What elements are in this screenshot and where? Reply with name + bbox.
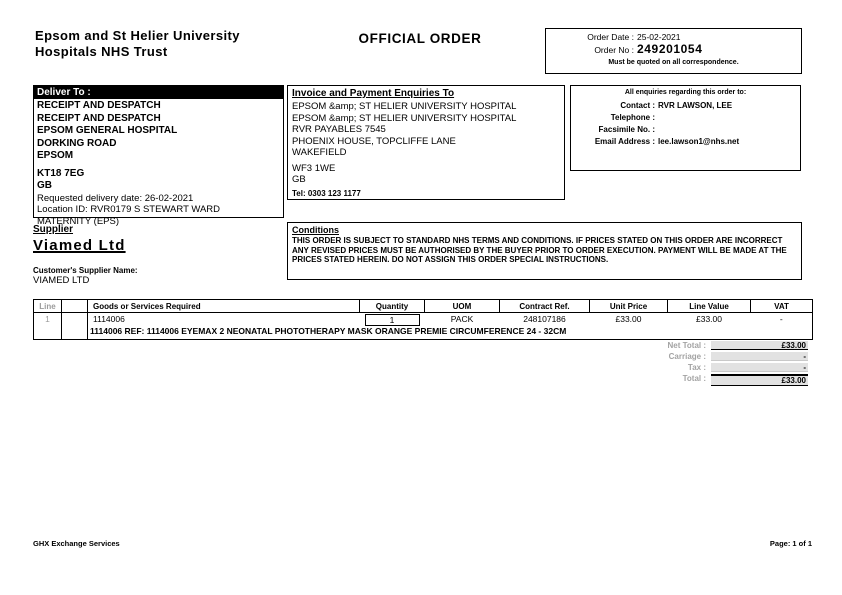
cell-vat: - <box>779 314 783 324</box>
cell-line: 1 <box>34 313 62 327</box>
deliver-line: RECEIPT AND DESPATCH <box>37 112 161 124</box>
order-no-value: 249201054 <box>637 42 703 56</box>
order-date-value: 25-02-2021 <box>637 32 681 42</box>
item-description: 1114006 REF: 1114006 EYEMAX 2 NEONATAL PHOTOTHERAPY MASK ORANGE PREMIE CIRCUMFERENCE 24 - 32CM <box>90 326 567 336</box>
deliver-to-title: Deliver To : <box>34 86 283 99</box>
customer-supplier-value: VIAMED LTD <box>33 275 90 286</box>
conditions-title: Conditions <box>292 225 339 235</box>
net-total-value: £33.00 <box>711 341 808 350</box>
deliver-to-box <box>33 85 284 227</box>
net-total-label: Net Total : <box>667 341 706 350</box>
invoice-telephone: Tel: 0303 123 1177 <box>292 188 361 198</box>
trust-name-line2: Hospitals NHS Trust <box>35 44 168 59</box>
contact-row <box>575 100 796 112</box>
enquiries-title: All enquiries regarding this order to: <box>624 89 747 96</box>
requested-delivery-date: Requested delivery date: 26-02-2021 <box>37 192 194 204</box>
tax-value: - <box>711 363 808 372</box>
invoice-line: PHOENIX HOUSE, TOPCLIFFE LANE <box>292 135 456 147</box>
deliver-line: RECEIPT AND DESPATCH <box>37 100 161 111</box>
supplier-name: Viamed Ltd <box>33 237 126 254</box>
col-header-line-value: Line Value <box>668 300 751 313</box>
order-info-box <box>545 28 802 74</box>
deliver-line: EPSOM GENERAL HOSPITAL <box>37 125 178 136</box>
col-header-line: Line <box>34 300 62 313</box>
cell-line-value: £33.00 <box>696 314 722 324</box>
col-header-uom: UOM <box>425 300 500 313</box>
trust-name-line1: Epsom and St Helier University <box>35 28 240 43</box>
cell-quantity <box>360 313 425 327</box>
col-header-contract-ref: Contract Ref. <box>500 300 590 313</box>
col-header-unit-price: Unit Price <box>590 300 668 313</box>
carriage-value: - <box>711 352 808 361</box>
conditions-text: THIS ORDER IS SUBJECT TO STANDARD NHS TERMS AND CONDITIONS. IF PRICES STATED ON THIS ORDER ARE INCORRECT ANY REVISED PRICES MUST BE AUTHORISED BY THE BUYER PRIOR TO ORDER EXECUTION. PAYMENT WILL BE MADE AT THE PRICES STATED HEREIN. DO NOT ASSIGN THIS ORDER SPECIAL INSTRUCTIONS. <box>292 236 787 264</box>
invoice-line: WAKEFIELD <box>292 147 347 158</box>
invoice-line: EPSOM &amp; ST HELIER UNIVERSITY HOSPITAL <box>292 112 517 124</box>
deliver-line: DORKING ROAD <box>37 137 117 149</box>
deliver-line: EPSOM <box>37 150 74 161</box>
net-total-row <box>520 341 808 350</box>
invoice-line: EPSOM &amp; ST HELIER UNIVERSITY HOSPITAL <box>292 101 517 112</box>
footer-page-number: Page: 1 of 1 <box>769 539 812 548</box>
trust-name <box>35 28 240 60</box>
tax-row <box>520 363 808 372</box>
total-label: Total : <box>682 374 706 383</box>
carriage-label: Carriage : <box>668 352 706 361</box>
col-header-spacer <box>62 300 88 313</box>
col-header-vat: VAT <box>751 300 813 313</box>
email-row <box>575 136 796 148</box>
invoice-enquiries-box <box>287 85 565 200</box>
supplier-label: Supplier <box>33 224 74 235</box>
cell-unit-price: £33.00 <box>615 314 642 324</box>
order-date-label: Order Date : <box>587 32 634 42</box>
order-note: Must be quoted on all correspondence. <box>608 59 739 66</box>
deliver-postcode: KT18 7EG <box>37 167 85 179</box>
facsimile-row <box>575 124 796 136</box>
cell-spacer <box>62 313 88 327</box>
total-value: £33.00 <box>711 374 808 386</box>
enquiries-box <box>570 85 801 171</box>
cell-uom: PACK <box>450 314 474 324</box>
email-value: lee.lawson1@nhs.net <box>658 137 740 146</box>
cell-line-empty <box>34 326 62 339</box>
cell-goods: 1114006 <box>93 314 125 324</box>
deliver-to-body <box>34 99 283 228</box>
cell-contract-ref: 248107186 <box>523 314 566 324</box>
conditions-box <box>287 222 802 280</box>
totals-section <box>520 341 808 388</box>
col-header-quantity: Quantity <box>360 300 425 313</box>
invoice-country: GB <box>292 174 306 185</box>
invoice-enquiries-title: Invoice and Payment Enquiries To <box>292 88 455 99</box>
email-label: Email Address : <box>594 137 655 146</box>
table-description-row <box>34 326 813 339</box>
table-header-row <box>34 300 813 313</box>
col-header-goods: Goods or Services Required <box>88 300 360 313</box>
contact-label: Contact : <box>620 101 655 110</box>
invoice-postcode: WF3 1WE <box>292 162 336 174</box>
telephone-label: Telephone : <box>610 113 655 122</box>
contact-value: RVR LAWSON, LEE <box>658 101 733 110</box>
facsimile-label: Facsimile No. : <box>598 125 655 134</box>
location-id: Location ID: RVR0179 S STEWART WARD MATERNITY (EPS) <box>37 204 221 227</box>
quantity-box: 1 <box>365 314 420 326</box>
order-date-row <box>552 32 795 42</box>
customer-supplier-label: Customer's Supplier Name: <box>33 266 138 275</box>
order-no-label: Order No : <box>594 45 634 55</box>
order-no-row <box>552 42 795 56</box>
document-title: OFFICIAL ORDER <box>358 31 482 46</box>
footer-service-name: GHX Exchange Services <box>33 539 120 548</box>
carriage-row <box>520 352 808 361</box>
items-table <box>33 299 813 340</box>
deliver-country: GB <box>37 180 52 191</box>
invoice-line: RVR PAYABLES 7545 <box>292 124 386 135</box>
tax-label: Tax : <box>687 363 706 372</box>
total-row <box>520 374 808 386</box>
cell-spacer <box>62 326 88 339</box>
table-row <box>34 313 813 327</box>
telephone-row <box>575 112 796 124</box>
